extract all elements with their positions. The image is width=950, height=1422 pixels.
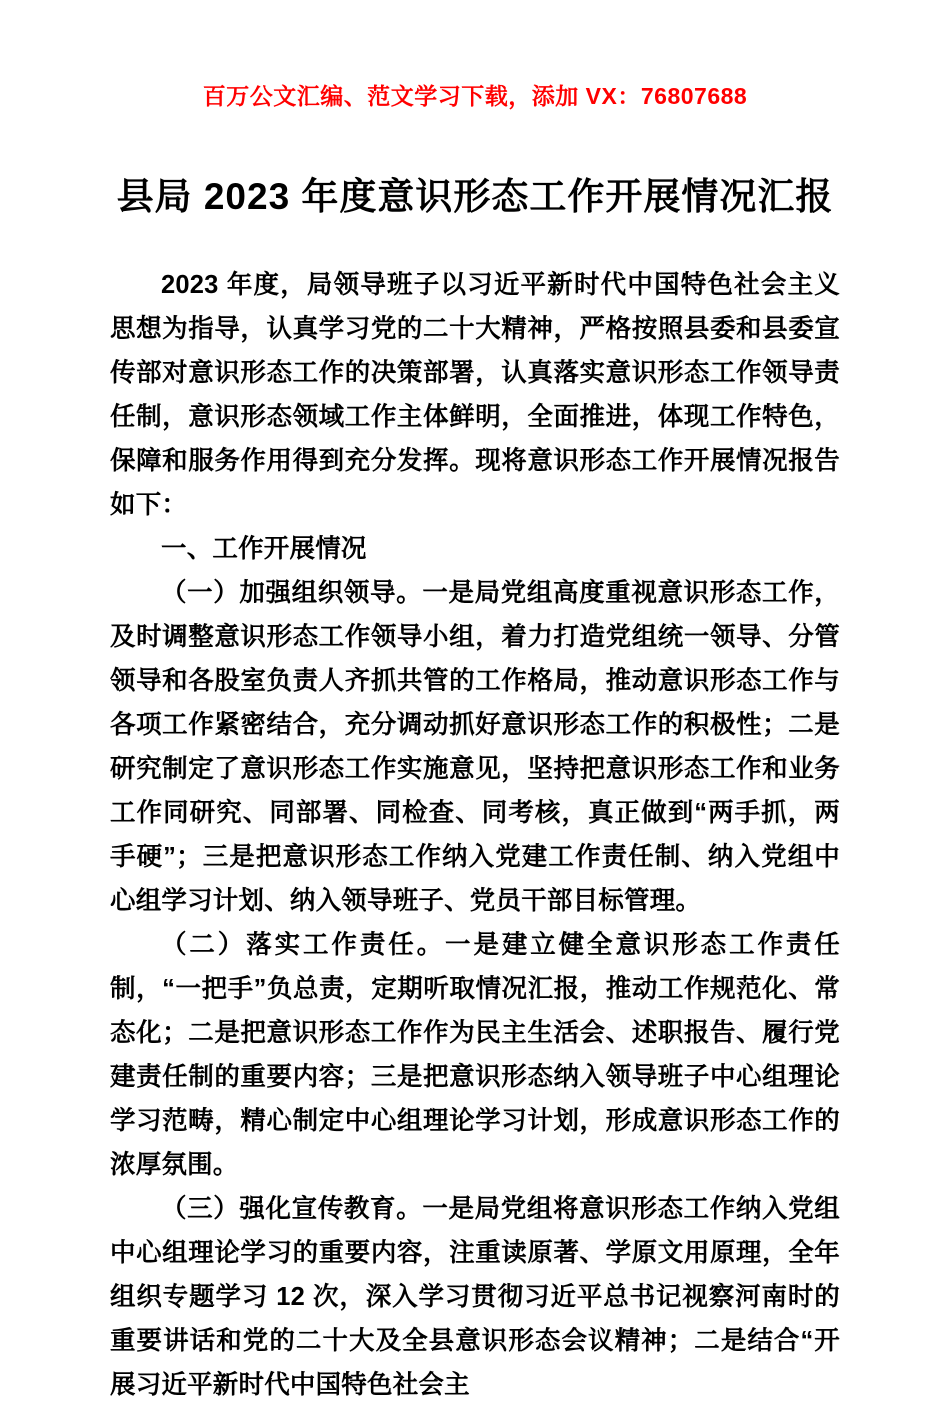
paragraph: （二）落实工作责任。一是建立健全意识形态工作责任制，“一把手”负总责，定期听取情况汇报，推动工作规范化、常态化；二是把意识形态工作作为民主生活会、述职报告、履行党建责任制的重要内容；三是把意识形态纳入领导班子中心组理论学习范畴，精心制定中心组理论学习计划，形成意识形态工作的浓厚氛围。 [110, 931, 840, 1180]
paragraph: 一、工作开展情况 [161, 535, 367, 564]
paragraph: （三）强化宣传教育。一是局党组将意识形态工作纳入党组中心组理论学习的重要内容，注重读原著、学原文用原理，全年组织专题学习 12 次，深入学习贯彻习近平总书记视察河南时的重要讲话和党的二十大及全县意识形态会议精神；二是结合“开展习近平新时代中国特色社会主 [110, 1195, 840, 1400]
document-body [110, 263, 840, 1407]
page-title: 县局 2023 年度意识形态工作开展情况汇报 [116, 176, 834, 217]
paragraph: 2023 年度，局领导班子以习近平新时代中国特色社会主义思想为指导，认真学习党的二十大精神，严格按照县委和县委宣传部对意识形态工作的决策部署，认真落实意识形态工作领导责任制，意识形态领域工作主体鲜明，全面推进，体现工作特色，保障和服务作用得到充分发挥。现将意识形态工作开展情况报告如下： [110, 271, 840, 520]
paragraph: （一）加强组织领导。一是局党组高度重视意识形态工作，及时调整意识形态工作领导小组，着力打造党组统一领导、分管领导和各股室负责人齐抓共管的工作格局，推动意识形态工作与各项工作紧密结合，充分调动抓好意识形态工作的积极性；二是研究制定了意识形态工作实施意见，坚持把意识形态工作和业务工作同研究、同部署、同检查、同考核，真正做到“两手抓，两手硬”；三是把意识形态工作纳入党建工作责任制、纳入党组中心组学习计划、纳入领导班子、党员干部目标管理。 [110, 579, 840, 916]
watermark-text: 百万公文汇编、范文学习下载，添加 VX：76807688 [202, 83, 748, 109]
document-page [0, 78, 950, 1422]
